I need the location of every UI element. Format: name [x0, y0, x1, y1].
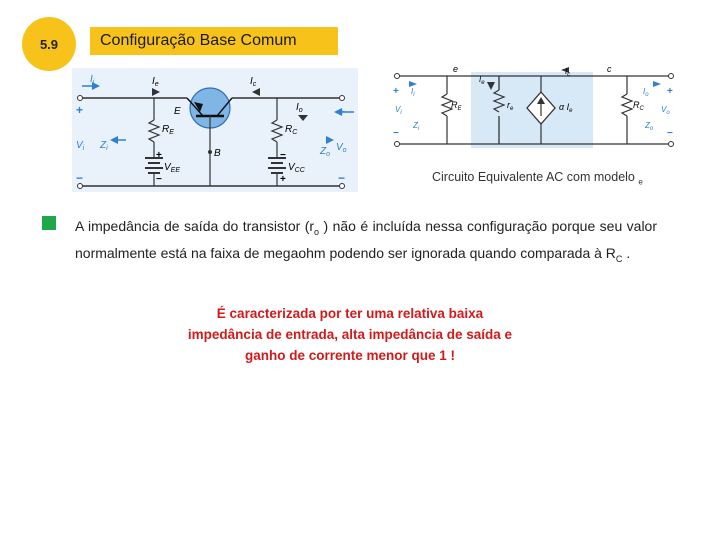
- output-plus: +: [338, 105, 346, 119]
- label-eq-io: I: [643, 87, 646, 96]
- paragraph-text-3: .: [626, 244, 631, 261]
- eq-input-minus: −: [393, 128, 399, 139]
- paragraph-text-2: ) não é incluída nessa configuração porque seu valor normalmente está na faixa de megaohm podendo ser ignorada quando comparada à R: [75, 218, 658, 261]
- label-re: R: [162, 124, 170, 135]
- svg-text:Ii: $I_i$: [411, 87, 415, 98]
- svg-text:Vi: $V_i$: [76, 140, 85, 152]
- svg-text:Zo: $Z_o$: [320, 146, 331, 158]
- common-base-schematic: [72, 68, 358, 192]
- body-paragraph: [75, 216, 657, 270]
- label-ic: I: [250, 76, 253, 87]
- svg-text:Ic: $I_c$: [250, 76, 257, 88]
- svg-text:Zi: $Z_i$: [413, 121, 420, 132]
- svg-text:RC: $R_C$: [285, 124, 298, 136]
- ro-subscript: o: [314, 226, 320, 237]
- label-eq-zi: Z: [413, 121, 418, 130]
- section-number-badge: [22, 17, 76, 71]
- svg-text:re: $r_e$: [507, 100, 514, 112]
- label-eq-ie: I: [479, 75, 482, 84]
- caption-text: Circuito Equivalente AC com modelo: [432, 170, 635, 184]
- svg-text:Ie: $I_e$: [479, 75, 485, 86]
- label-eq-zo: Z: [645, 121, 650, 130]
- highlight-line-3: ganho de corrente menor que 1 !: [244, 348, 456, 363]
- svg-text:Ic: $I_c$: [565, 67, 571, 78]
- label-ie: I: [152, 76, 155, 87]
- vee-plus: +: [156, 150, 162, 161]
- label-eq-ii: I: [411, 87, 414, 96]
- vcc-plus: +: [280, 174, 286, 185]
- label-eq-ic: I: [565, 67, 568, 76]
- vcc-minus: −: [280, 150, 286, 161]
- bullet-square: [42, 216, 56, 230]
- ac-equivalent-circuit-diagram: [383, 64, 683, 152]
- svg-text:Ii: $I_i$: [90, 74, 95, 86]
- caption-suffix: e: [638, 177, 643, 187]
- label-vcc: V: [288, 162, 295, 173]
- svg-text:Ie: $I_e$: [152, 76, 159, 88]
- label-vi: V: [76, 140, 83, 151]
- label-zi: Z: [100, 140, 107, 151]
- svg-text:Io: $I_o$: [643, 87, 649, 98]
- highlight-statement: [130, 303, 570, 366]
- ac-equivalent-schematic: [383, 64, 683, 152]
- eq-output-minus: −: [667, 128, 673, 139]
- label-base: B: [214, 148, 221, 159]
- svg-text:Vi: $V_i$: [395, 105, 402, 116]
- svg-text:RE: $R_E$: [162, 124, 174, 136]
- svg-text:VCC: $V_{CC}$: [288, 162, 305, 174]
- label-vo: V: [336, 142, 343, 153]
- label-eq-vo: V: [661, 105, 667, 114]
- label-emitter: E: [174, 106, 181, 117]
- common-base-circuit-diagram: [72, 68, 358, 192]
- svg-text:Vo: $V_o$: [336, 142, 347, 154]
- svg-text:Zi: $Z_i$: [100, 140, 108, 152]
- input-minus: −: [76, 171, 84, 185]
- paragraph-text-1: A impedância de saída do transistor (r: [75, 218, 315, 234]
- svg-text:Io: $I_o$: [296, 102, 303, 114]
- label-io: I: [296, 102, 299, 113]
- label-eq-small-re: r: [507, 100, 510, 110]
- label-node-e: e: [453, 64, 459, 74]
- label-eq-vi: V: [395, 105, 401, 114]
- label-alpha-ie: α I: [559, 102, 570, 112]
- input-plus: +: [76, 103, 84, 117]
- eq-output-plus: +: [667, 86, 673, 97]
- figure-caption: [432, 170, 643, 187]
- label-ii: I: [90, 74, 93, 85]
- highlight-line-1: É caracterizada por ter uma relativa baixa: [216, 306, 484, 321]
- svg-text:Zo: $Z_o$: [645, 121, 654, 132]
- highlight-line-2: impedância de entrada, alta impedância de saída e: [187, 327, 513, 342]
- label-vee: V: [164, 162, 171, 173]
- label-eq-rc: R: [633, 100, 640, 110]
- svg-text:RE: $R_E$: [451, 100, 462, 112]
- label-zo: Z: [320, 146, 327, 157]
- slide-title-bar: [90, 27, 338, 55]
- vee-minus: −: [156, 174, 162, 185]
- svg-text:Vo: $V_o$: [661, 105, 670, 116]
- output-minus: −: [338, 171, 346, 185]
- svg-text:α Ie: α $I_e$: [559, 102, 573, 114]
- section-number: 5.9: [39, 36, 59, 52]
- label-eq-re: R: [451, 100, 458, 110]
- eq-input-plus: +: [393, 86, 399, 97]
- label-node-c: c: [607, 64, 612, 74]
- svg-text:RC: $R_C$: [633, 100, 644, 112]
- label-rc: R: [285, 124, 293, 135]
- slide-title: Configuração Base Comum: [100, 32, 297, 49]
- svg-text:VEE: $V_{EE}$: [164, 162, 181, 174]
- rc-subscript: C: [615, 253, 623, 264]
